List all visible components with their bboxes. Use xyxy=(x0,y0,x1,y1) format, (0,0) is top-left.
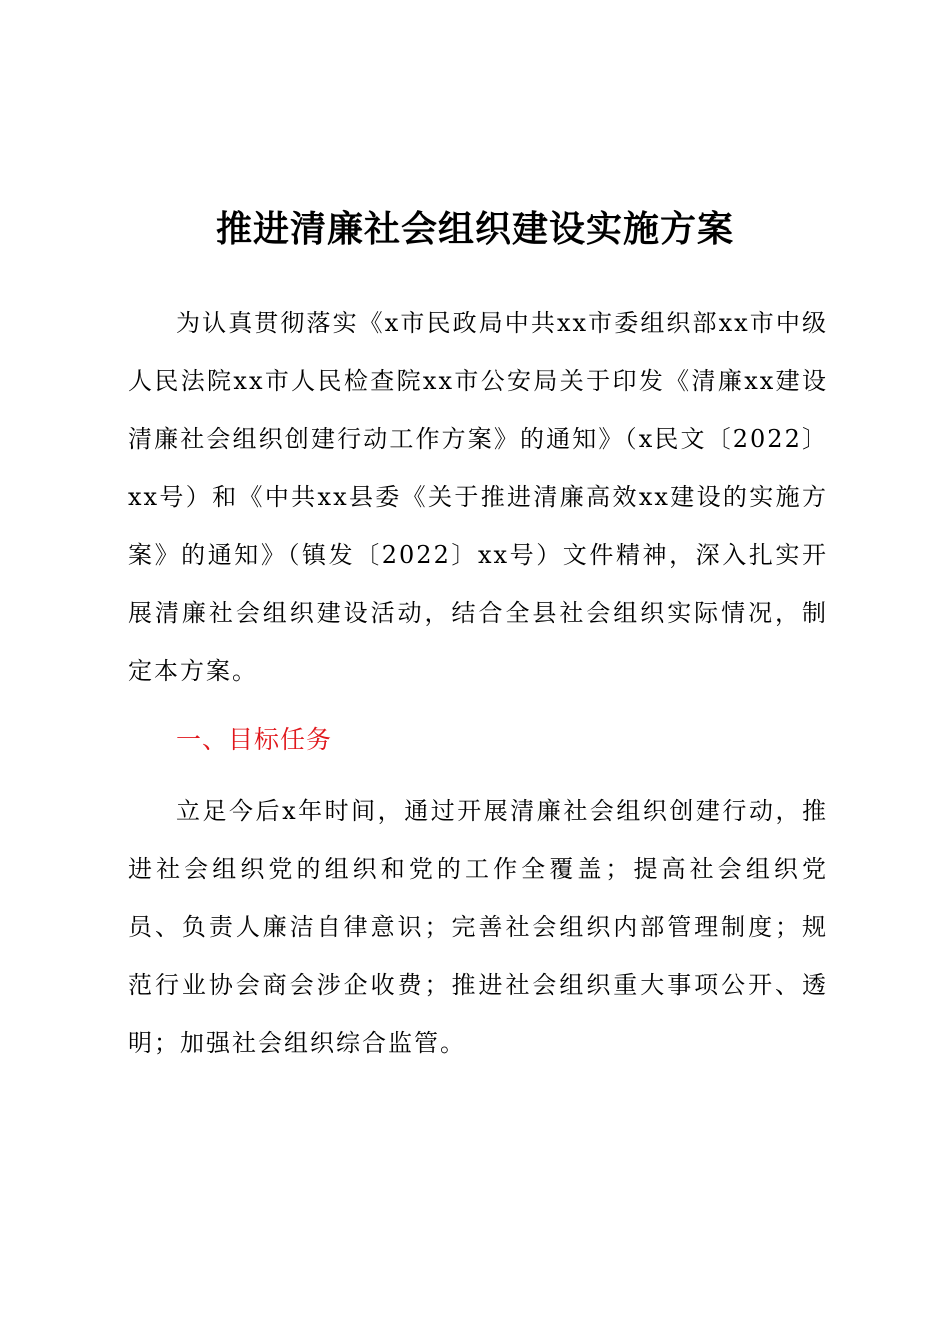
document-title: 推进清廉社会组织建设实施方案 xyxy=(215,208,734,250)
section-paragraph-goals: 立足今后x年时间，通过开展清廉社会组织创建行动，推进社会组织党的组织和党的工作全覆盖；提高社会组织党员、负责人廉洁自律意识；完善社会组织内部管理制度；规范行业协会商会涉企收费；推进社会组织重大事项公开、透明；加强社会组织综合监管。 xyxy=(128,797,828,1057)
intro-paragraph: 为认真贯彻落实《x市民政局中共xx市委组织部xx市中级人民法院xx市人民检查院xx市公安局关于印发《清廉xx建设清廉社会组织创建行动工作方案》的通知》（x民文〔2022〕xx号）和《中共xx县委《关于推进清廉高效xx建设的实施方案》的通知》（镇发〔2022〕xx号）文件精神，深入扎实开展清廉社会组织建设活动，结合全县社会组织实际情况，制定本方案。 xyxy=(128,309,828,685)
section-heading-goals: 一、目标任务 xyxy=(176,725,333,754)
